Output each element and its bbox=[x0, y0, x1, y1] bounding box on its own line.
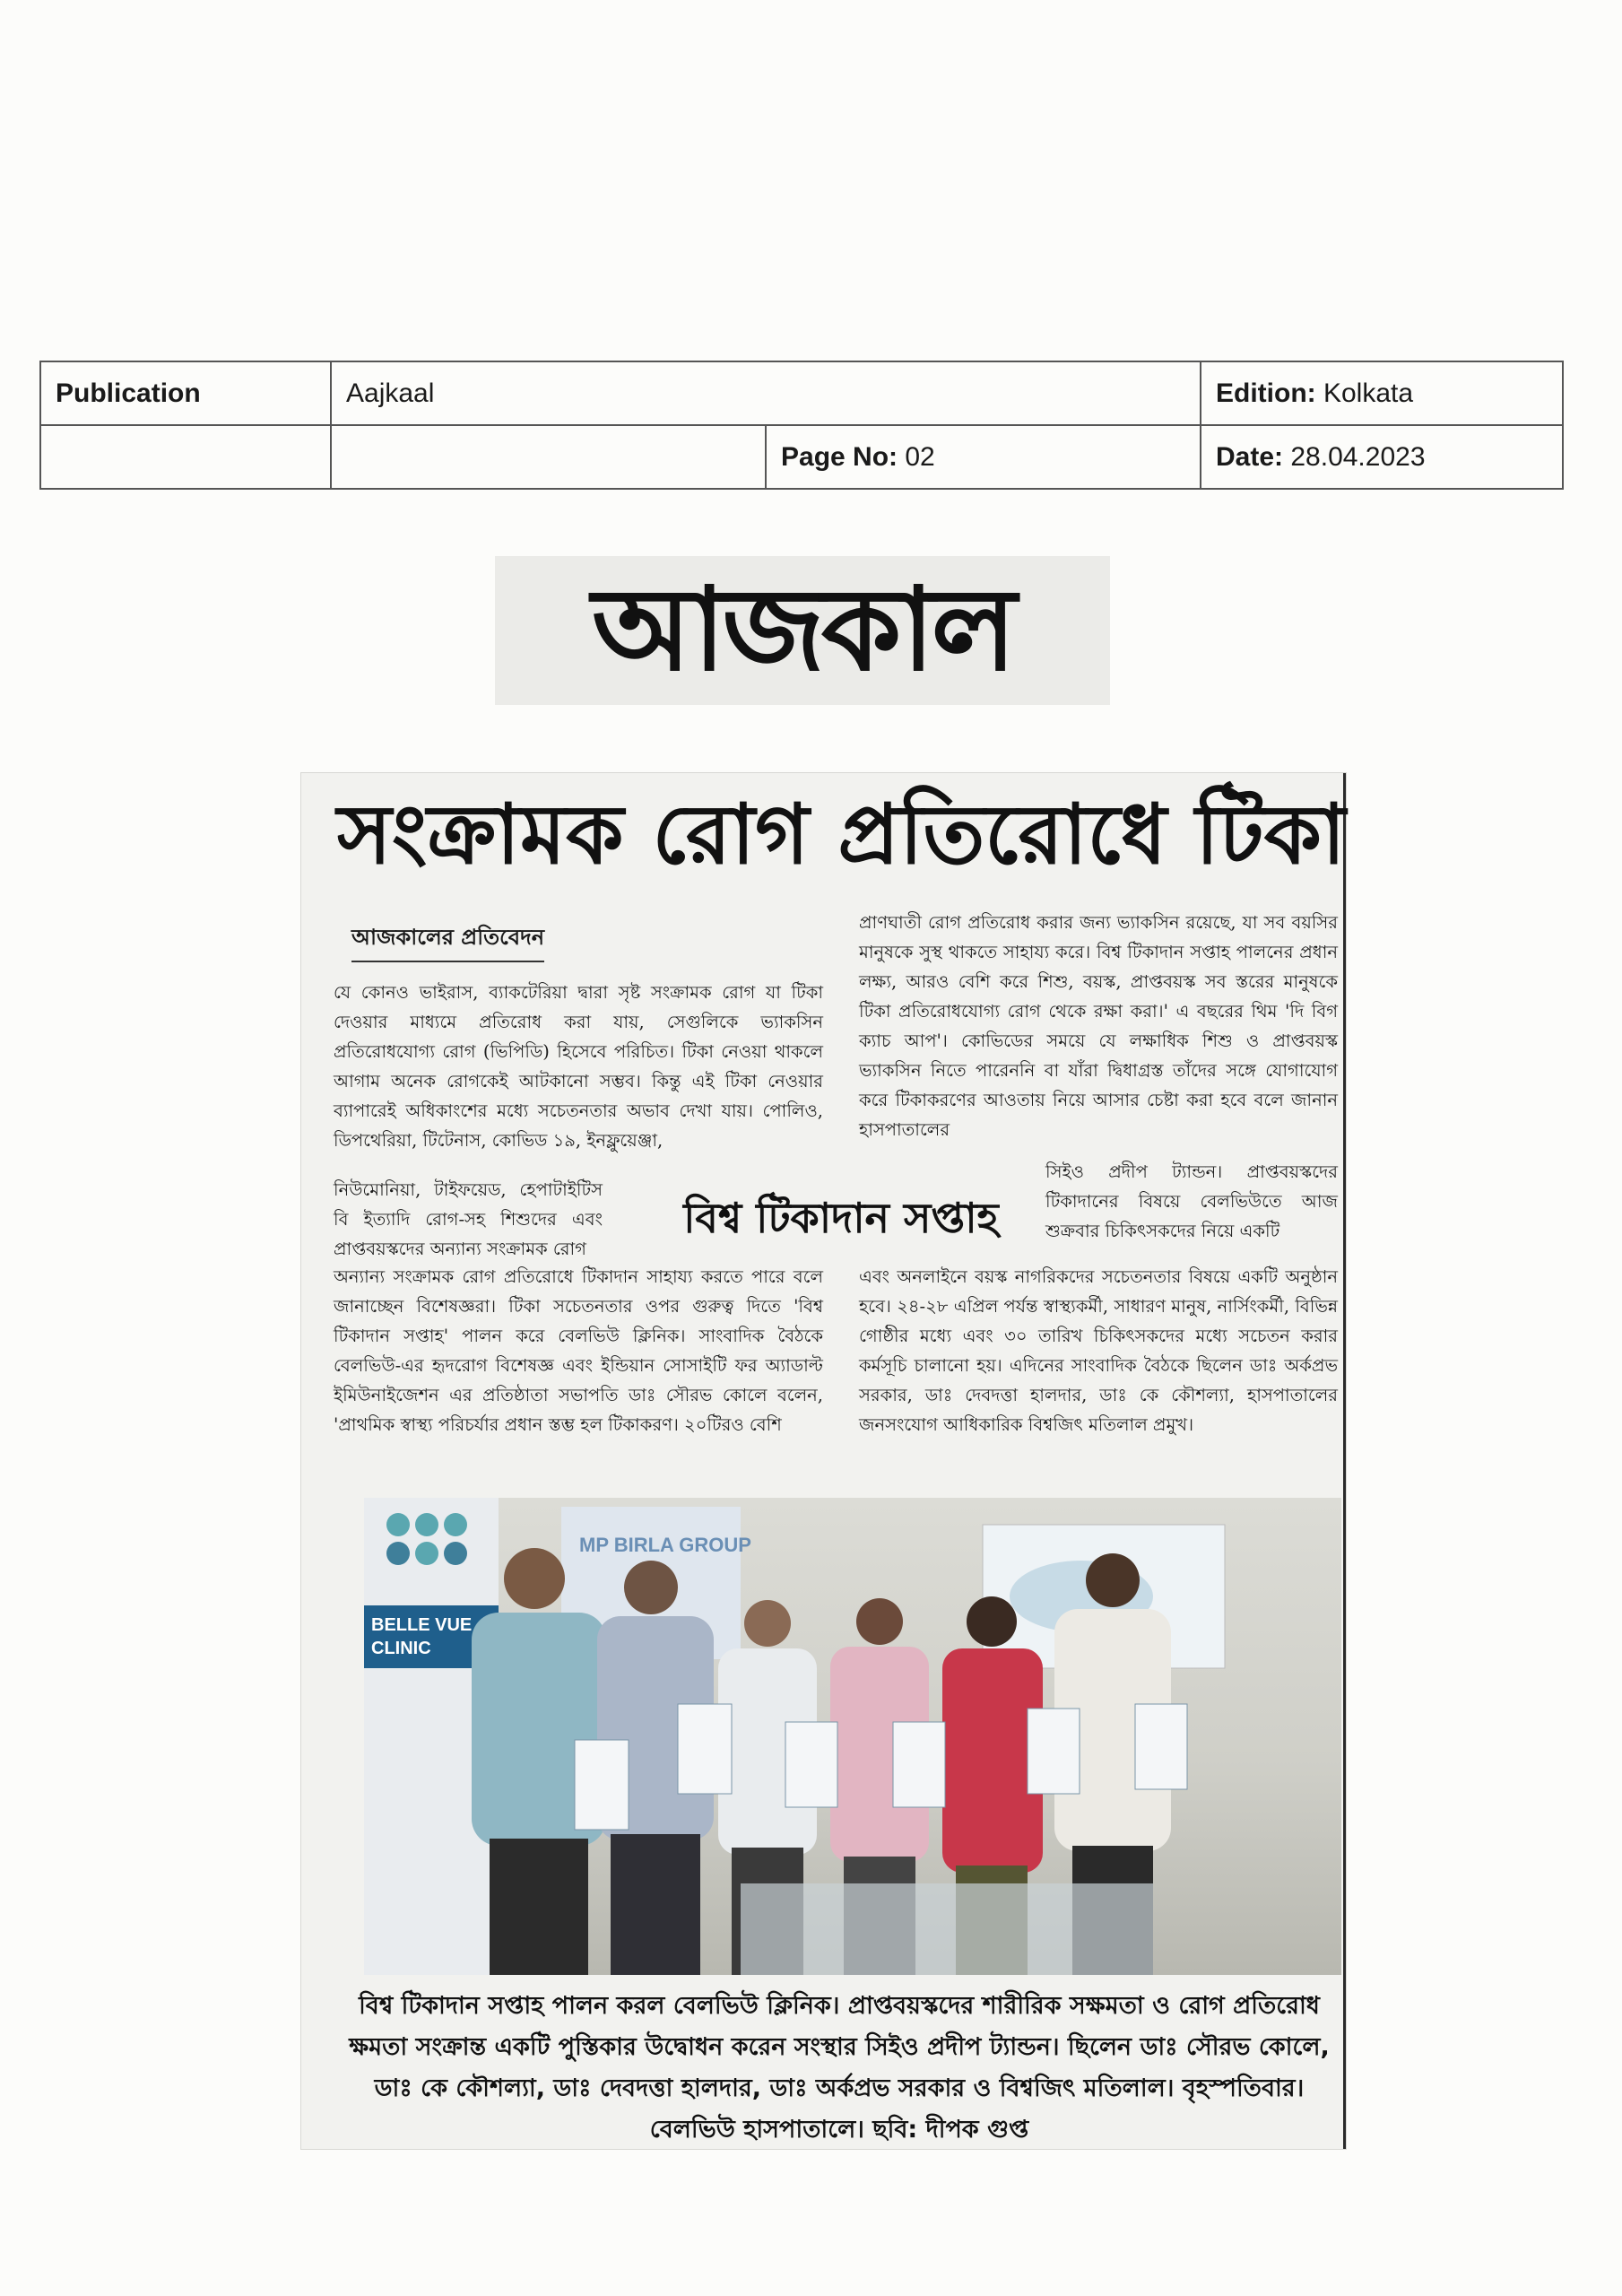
article-byline: আজকালের প্রতিবেদন bbox=[351, 921, 544, 962]
article-column-right-bottom: এবং অনলাইনে বয়স্ক নাগরিকদের সচেতনতার বিষয়ে একটি অনুষ্ঠান হবে। ২৪-২৮ এপ্রিল পর্যন্ত স্বাস্থ্যকর্মী, সাধারণ মানুষ, নার্সিংকর্মী, বিভিন্ন গোষ্ঠীর মধ্যে এবং ৩০ তারিখ চিকিৎসকদের মধ্যে সচেতন করার কর্মসূচি চালানো হয়। এদিনের সাংবাদিক বৈঠকে ছিলেন ডাঃ অর্কপ্রভ সরকার, ডাঃ দেবদত্তা হালদার, ডাঃ কে কৌশল্যা, হাসপাতালের জনসংযোগ আধিকারিক বিশ্বজিৎ মতিলাল প্রমুখ। bbox=[859, 1266, 1338, 1435]
empty-cell-1 bbox=[40, 425, 331, 489]
article-headline: সংক্রামক রোগ প্রতিরোধে টিকা bbox=[337, 787, 1346, 883]
edition-value: Kolkata bbox=[1323, 378, 1414, 408]
date-cell bbox=[1201, 425, 1563, 489]
article-column-left-top: যে কোনও ভাইরাস, ব্যাকটেরিয়া দ্বারা সৃষ্ট সংক্রামক রোগ যা টিকা দেওয়ার মাধ্যমে প্রতিরোধ করা যায়, সেগুলিকে ভ্যাকসিন প্রতিরোধযোগ্য রোগ (ভিপিডি) হিসেবে পরিচিত। টিকা নেওয়া থাকলে আগাম অনেক রোগকেই আটকানো সম্ভব। কিন্তু এই টিকা নেওয়ার ব্যাপারেই অধিকাংশের মধ্যে সচেতনতার অভাব দেখা যায়। পোলিও, ডিপথেরিয়া, টিটেনাস, কোভিড ১৯, ইনফ্লুয়েঞ্জা, bbox=[334, 982, 823, 1151]
page-label: Page No: bbox=[781, 441, 898, 472]
masthead-title: আজকাল bbox=[592, 563, 1013, 697]
article-subhead: বিশ্ব টিকাদান সপ্তাহ bbox=[683, 1194, 999, 1242]
newspaper-masthead bbox=[495, 556, 1110, 705]
publication-label-cell bbox=[40, 361, 331, 425]
date-label: Date: bbox=[1216, 441, 1284, 472]
page-value: 02 bbox=[905, 441, 935, 472]
publication-value-cell bbox=[331, 361, 1201, 425]
clinic-banner-line2: CLINIC bbox=[371, 1639, 431, 1658]
article-column-left-bottom: অন্যান্য সংক্রামক রোগ প্রতিরোধে টিকাদান সাহায্য করতে পারে বলে জানাচ্ছেন বিশেষজ্ঞরা। টিকা সচেতনতার ওপর গুরুত্ব দিতে 'বিশ্ব টিকাদান সপ্তাহ' পালন করে বেলভিউ ক্লিনিক। সাংবাদিক বৈঠকে বেলভিউ-এর হৃদরোগ বিশেষজ্ঞ এবং ইন্ডিয়ান সোসাইটি ফর অ্যাডাল্ট ইমিউনাইজেশন এর প্রতিষ্ঠাতা সভাপতি ডাঃ সৌরভ কোলে বলেন, 'প্রাথমিক স্বাস্থ্য পরিচর্যার প্রধান স্তম্ভ হল টিকাকরণ। ২০টিরও বেশি bbox=[334, 1266, 823, 1435]
edition-label: Edition: bbox=[1216, 378, 1316, 408]
article-column-right-top: প্রাণঘাতী রোগ প্রতিরোধ করার জন্য ভ্যাকসিন রয়েছে, যা সব বয়সির মানুষকে সুস্থ থাকতে সাহায্য করে। বিশ্ব টিকাদান সপ্তাহ পালনের প্রধান লক্ষ্য, আরও বেশি করে শিশু, বয়স্ক, প্রাপ্তবয়স্ক সব স্তরের মানুষকে টিকা প্রতিরোধযোগ্য রোগ থেকে রক্ষা করা।' এ বছরের থিম 'দি বিগ ক্যাচ আপ'। কোভিডের সময়ে যে লক্ষাধিক শিশু ও প্রাপ্তবয়স্ক ভ্যাকসিন নিতে পারেননি বা যাঁরা দ্বিধাগ্রস্ত তাঁদের সঙ্গে যোগাযোগ করে টিকাকরণের আওতায় নিয়ে আসার চেষ্টা করা হবে বলে জানান হাসপাতালের bbox=[859, 912, 1338, 1140]
mp-birla-banner: MP BIRLA GROUP bbox=[579, 1534, 751, 1556]
edition-cell bbox=[1201, 361, 1563, 425]
photo-caption: বিশ্ব টিকাদান সপ্তাহ পালন করল বেলভিউ ক্লিনিক। প্রাপ্তবয়স্কদের শারীরিক সক্ষমতা ও রোগ প্রতিরোধ ক্ষমতা সংক্রান্ত একটি পুস্তিকার উদ্বোধন করেন সংস্থার সিইও প্রদীপ ট্যান্ডন। ছিলেন ডাঃ সৌরভ কোলে, ডাঃ কে কৌশল্যা, ডাঃ দেবদত্তা হালদার, ডাঃ অর্কপ্রভ সরকার ও বিশ্বজিৎ মতিলাল। বৃহস্পতিবার। বেলভিউ হাসপাতালে। ছবি: দীপক গুপ্ত bbox=[349, 1992, 1330, 2144]
page-cell bbox=[766, 425, 1201, 489]
photo-scene bbox=[364, 1498, 1341, 1975]
event-photo bbox=[364, 1498, 1341, 1975]
publication-value: Aajkaal bbox=[346, 378, 435, 408]
date-value: 28.04.2023 bbox=[1290, 441, 1426, 472]
newspaper-clipping bbox=[301, 773, 1346, 2149]
article-column-left-wrap: নিউমোনিয়া, টাইফয়েড, হেপাটাইটিস বি ইত্যাদি রোগ-সহ শিশুদের এবং প্রাপ্তবয়স্কদের অন্যান্য সংক্রামক রোগ bbox=[334, 1179, 603, 1259]
article-column-right-wrap: সিইও প্রদীপ ট্যান্ডন। প্রাপ্তবয়স্কদের টিকাদানের বিষয়ে বেলভিউতে আজ শুক্রবার চিকিৎসকদের নিয়ে একটি bbox=[1045, 1161, 1338, 1241]
clinic-banner-line1: BELLE VUE bbox=[371, 1615, 473, 1635]
empty-cell-2 bbox=[331, 425, 766, 489]
info-table bbox=[39, 361, 1564, 490]
publication-label: Publication bbox=[56, 378, 201, 408]
